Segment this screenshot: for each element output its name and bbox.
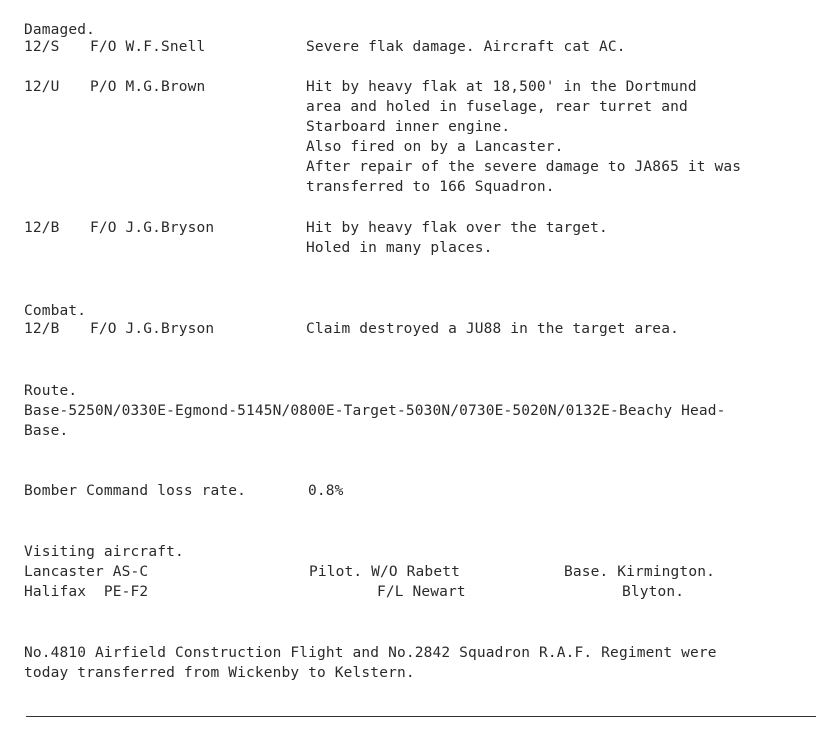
damaged-note-2-line-1: Hit by heavy flak at 18,500' in the Dortmund — [306, 79, 697, 95]
damaged-note-1-line-1: Severe flak damage. Aircraft cat AC. — [306, 39, 626, 55]
visiting-pilot-1: Pilot. W/O Rabett — [309, 564, 460, 580]
visiting-aircraft-1: Lancaster AS-C — [24, 564, 149, 580]
visiting-base-2: Blyton. — [622, 584, 685, 600]
damaged-note-2-line-5: After repair of the severe damage to JA865 it was — [306, 159, 742, 175]
damaged-pilot-3: F/O J.G.Bryson — [90, 220, 215, 236]
loss-rate-value: 0.8% — [308, 483, 344, 499]
damaged-pilot-1: F/O W.F.Snell — [90, 39, 206, 55]
loss-rate-label: Bomber Command loss rate. — [24, 483, 246, 499]
damaged-note-2-line-4: Also fired on by a Lancaster. — [306, 139, 564, 155]
damaged-note-3-line-2: Holed in many places. — [306, 240, 493, 256]
damaged-note-2-line-6: transferred to 166 Squadron. — [306, 179, 555, 195]
visiting-base-1: Base. Kirmington. — [564, 564, 715, 580]
damaged-note-3-line-1: Hit by heavy flak over the target. — [306, 220, 608, 236]
visiting-aircraft-2: Halifax PE-F2 — [24, 584, 149, 600]
route-line-1: Base-5250N/0330E-Egmond-5145N/0800E-Target-5030N/0730E-5020N/0132E-Beachy Head- — [24, 403, 726, 419]
damaged-note-2-line-3: Starboard inner engine. — [306, 119, 511, 135]
combat-aircraft: 12/B — [24, 321, 60, 337]
route-heading: Route. — [24, 383, 78, 399]
transfer-note-line-1: No.4810 Airfield Construction Flight and No.2842 Squadron R.A.F. Regiment were — [24, 645, 717, 661]
damaged-note-2-line-2: area and holed in fuselage, rear turret and — [306, 99, 688, 115]
visiting-pilot-2: F/L Newart — [377, 584, 466, 600]
damaged-aircraft-1: 12/S — [24, 39, 60, 55]
damaged-pilot-2: P/O M.G.Brown — [90, 79, 206, 95]
transfer-note-line-2: today transferred from Wickenby to Kelstern. — [24, 665, 415, 681]
damaged-aircraft-2: 12/U — [24, 79, 60, 95]
damaged-aircraft-3: 12/B — [24, 220, 60, 236]
combat-claim: Claim destroyed a JU88 in the target area. — [306, 321, 679, 337]
combat-pilot: F/O J.G.Bryson — [90, 321, 215, 337]
damaged-heading: Damaged. — [24, 22, 96, 38]
combat-heading: Combat. — [24, 303, 87, 319]
bottom-rule — [26, 716, 816, 717]
route-line-2: Base. — [24, 423, 69, 439]
visiting-heading: Visiting aircraft. — [24, 544, 184, 560]
